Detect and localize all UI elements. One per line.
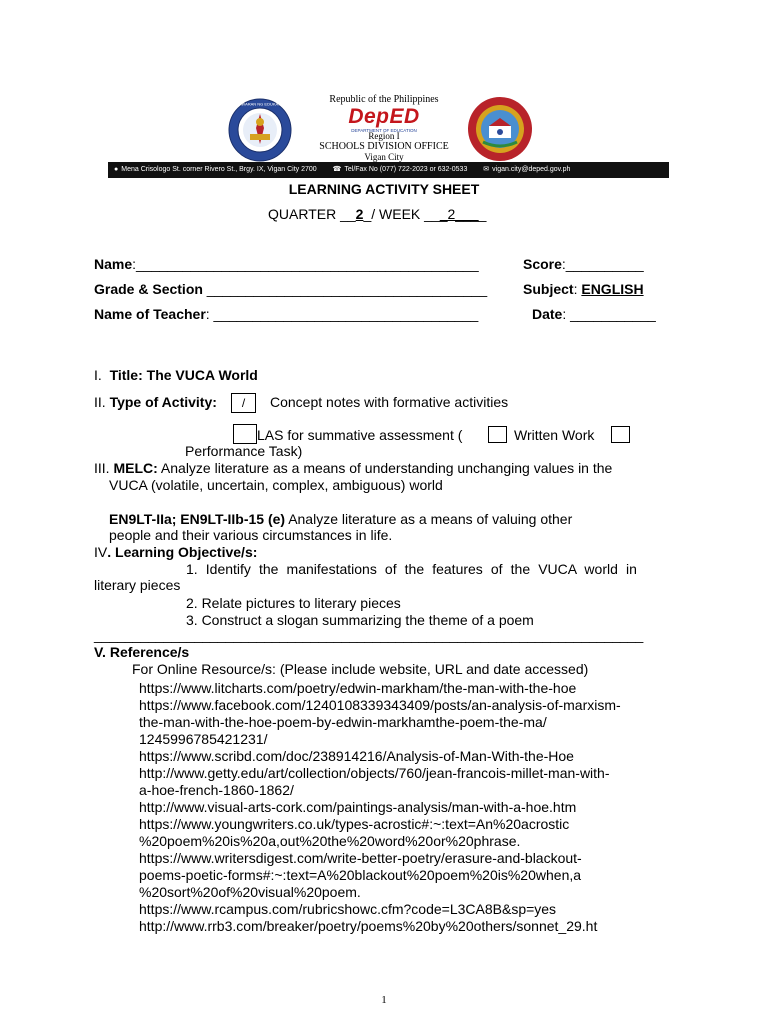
section-1-text: Title: The VUCA World xyxy=(109,367,258,383)
option-written-work: Written Work xyxy=(514,427,595,443)
address-bar xyxy=(108,162,669,178)
phone-icon: ☎ xyxy=(332,166,342,173)
section-2-label: Type of Activity: xyxy=(109,394,217,410)
section-4-label: . Learning Objective/s: xyxy=(107,544,258,560)
svg-text:KAGAWARAN NG EDUKASYON: KAGAWARAN NG EDUKASYON xyxy=(230,101,290,107)
quarter-value: 2 xyxy=(355,206,364,222)
section-title xyxy=(94,367,258,384)
division-seal-logo xyxy=(467,96,533,162)
section-3-label: MELC: xyxy=(113,460,158,476)
section-melc xyxy=(94,460,612,477)
concept-notes-checkbox[interactable] xyxy=(231,393,256,413)
teacher-field[interactable] xyxy=(94,306,478,323)
score-line[interactable]: :__________ xyxy=(561,256,644,272)
reference-item[interactable]: a-hoe-french-1860-1862/ xyxy=(139,782,294,798)
option-concept-notes: Concept notes with formative activities xyxy=(270,394,509,410)
reference-item[interactable]: https://www.litcharts.com/poetry/edwin-markham/the-man-with-the-hoe xyxy=(139,680,577,696)
section-activity-type xyxy=(94,394,217,411)
grade-label: Grade & Section xyxy=(94,281,203,297)
quarter-week-line xyxy=(268,206,486,223)
code-text-2: people and their various circumstances in life. xyxy=(109,527,393,543)
online-resource-note: For Online Resource/s: (Please include website, URL and date accessed) xyxy=(132,661,589,677)
subject-value: ENGLISH xyxy=(581,281,644,297)
objective-3: 3. Construct a slogan summarizing the theme of a poem xyxy=(186,612,534,628)
email-text: vigan.city@deped.gov.ph xyxy=(492,166,571,173)
code-label: EN9LT-IIa; EN9LT-IIb-15 (e) xyxy=(109,511,286,527)
objective-1-cont: literary pieces xyxy=(94,577,181,593)
deped-logo xyxy=(334,106,434,134)
section-objectives xyxy=(94,544,257,561)
score-label: Score xyxy=(523,256,562,272)
subject-field: Subject: ENGLISH xyxy=(523,281,644,297)
name-field[interactable] xyxy=(94,256,479,273)
teacher-label: Name of Teacher xyxy=(94,306,206,322)
reference-item[interactable]: https://www.rcampus.com/rubricshowc.cfm?code=L3CA8B&sp=yes xyxy=(139,901,557,917)
reference-item[interactable]: https://www.youngwriters.co.uk/types-acrostic#:~:text=An%20acrostic xyxy=(139,816,570,832)
option-performance-task: Performance Task) xyxy=(185,443,303,459)
score-field[interactable] xyxy=(523,256,644,273)
grade-line[interactable]: ____________________________________ xyxy=(202,281,488,297)
week-label: _/ WEEK __ xyxy=(363,206,440,222)
objective-2: 2. Relate pictures to literary pieces xyxy=(186,595,401,611)
location-icon: ● xyxy=(114,166,119,173)
grade-section-field[interactable] xyxy=(94,281,487,298)
sheet-title: LEARNING ACTIVITY SHEET xyxy=(288,181,480,197)
week-tail: _ xyxy=(478,206,487,222)
reference-item[interactable]: the-man-with-the-hoe-poem-by-edwin-markhamthe-poem-the-ma/ xyxy=(139,714,547,730)
deped-seal-logo xyxy=(228,98,292,162)
teacher-line[interactable]: : __________________________________ xyxy=(205,306,479,322)
reference-item[interactable]: https://www.scribd.com/doc/238914216/Analysis-of-Man-With-the-Hoe xyxy=(139,748,574,764)
option-summative: LAS for summative assessment ( xyxy=(257,427,463,443)
reference-item[interactable]: https://www.writersdigest.com/write-better-poetry/erasure-and-blackout- xyxy=(139,850,582,866)
reference-item[interactable]: %20sort%20of%20visual%20poem. xyxy=(139,884,361,900)
checkmark: / xyxy=(241,396,246,410)
subject-label: Subject xyxy=(523,281,574,297)
date-line[interactable]: : ___________ xyxy=(562,306,656,322)
reference-item[interactable]: 1245996785421231/ xyxy=(139,731,268,747)
date-field[interactable] xyxy=(532,306,656,323)
objective-1: 1. Identify the manifestations of the features of the VUCA world in xyxy=(186,561,637,577)
reference-item[interactable]: http://www.getty.edu/art/collection/objects/760/jean-francois-millet-man-with- xyxy=(139,765,610,781)
section-divider: _______________________________________________________________________ xyxy=(94,627,644,643)
section-2-number: II. xyxy=(94,394,106,410)
competency-code xyxy=(109,511,572,528)
reference-item[interactable]: https://www.facebook.com/1240108339343409/posts/an-analysis-of-marxism- xyxy=(139,697,621,713)
deped-subtext: DEPARTMENT OF EDUCATION xyxy=(351,128,417,133)
name-label: Name xyxy=(94,256,133,272)
reference-item[interactable]: poems-poetic-forms#:~:text=A%20blackout%20poem%20is%20when,a xyxy=(139,867,582,883)
deped-wordmark: DepED xyxy=(348,105,420,128)
performance-task-checkbox[interactable] xyxy=(611,426,630,443)
address-text: Mena Crisologo St. corner Rivero St., Brgy. IX, Vigan City 2700 xyxy=(121,166,317,173)
section-4-number: IV xyxy=(94,544,108,560)
section-3-number: III. xyxy=(94,460,110,476)
reference-item[interactable]: %20poem%20is%20a,out%20the%20word%20or%20phrase. xyxy=(139,833,521,849)
melc-text-2: VUCA (volatile, uncertain, complex, ambiguous) world xyxy=(109,477,443,493)
summative-checkbox[interactable] xyxy=(233,424,257,444)
reference-item[interactable]: http://www.rrb3.com/breaker/poetry/poems%20by%20others/sonnet_29.ht xyxy=(139,918,598,934)
section-1-number: I. xyxy=(94,367,102,383)
division-text: SCHOOLS DIVISION OFFICE xyxy=(319,141,449,152)
code-text-1: Analyze literature as a means of valuing other xyxy=(288,511,573,527)
republic-text: Republic of the Philippines xyxy=(329,94,439,105)
date-label: Date xyxy=(532,306,563,322)
telfax-text: Tel/Fax No (077) 722-2023 or 632-0533 xyxy=(344,166,468,173)
name-line[interactable]: :____________________________________________ xyxy=(132,256,479,272)
email-icon: ✉ xyxy=(483,166,490,173)
section-references-label: V. Reference/s xyxy=(94,644,190,660)
written-work-checkbox[interactable] xyxy=(488,426,507,443)
region-text: Region I xyxy=(368,131,400,141)
city-text: Vigan City xyxy=(364,152,404,162)
page-number: 1 xyxy=(381,994,387,1006)
reference-item[interactable]: http://www.visual-arts-cork.com/paintings-analysis/man-with-a-hoe.htm xyxy=(139,799,577,815)
week-value: _2___ xyxy=(439,206,479,222)
quarter-label: QUARTER __ xyxy=(268,206,356,222)
melc-text-1: Analyze literature as a means of understanding unchanging values in the xyxy=(160,460,613,476)
